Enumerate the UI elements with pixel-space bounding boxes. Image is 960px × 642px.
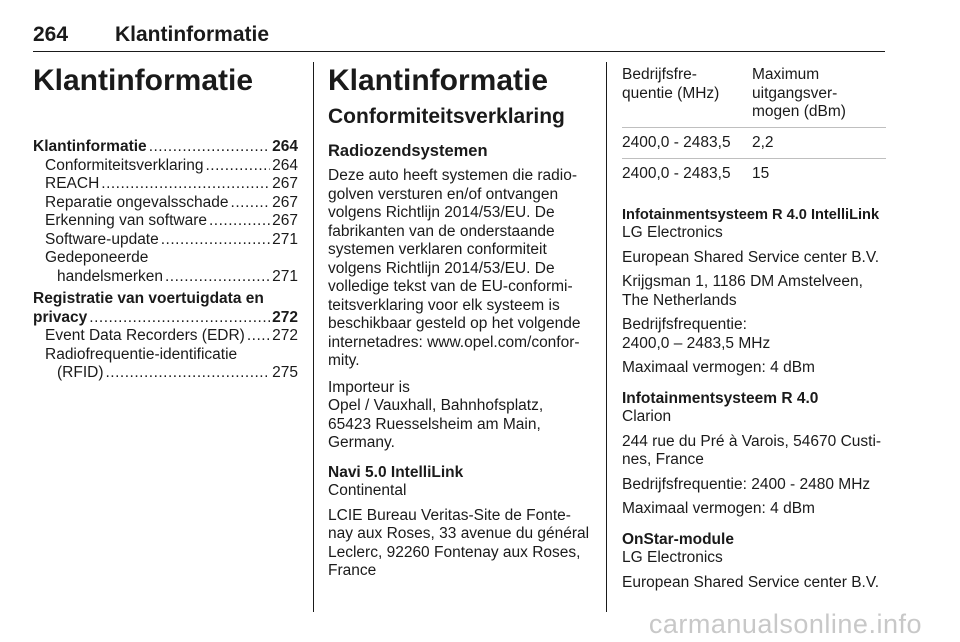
content-column-2: [328, 64, 591, 581]
column-header-frequency: Bedrijfsfre- quentie (MHz): [622, 66, 720, 102]
header-rule: [33, 51, 885, 52]
paragraph-importer: Importeur is Opel / Vauxhall, Bahnhofsplatz, 65423 Ruesselsheim am Main, Germany.: [328, 378, 544, 451]
toc-entry[interactable]: Registratie van voertuigdata en privacy ..... 272: [33, 290, 298, 327]
navi-manufacturer: Continental: [328, 482, 407, 499]
toc-heading: Klantinformatie: [33, 64, 254, 97]
toc-entry[interactable]: Klantinformatie ..... 264: [33, 138, 298, 157]
system-power: Maximaal vermogen: 4 dBm: [622, 500, 815, 517]
table-of-contents: [33, 138, 298, 383]
system-manufacturer: LG Electronics: [622, 549, 723, 566]
content-column-3: [622, 64, 886, 592]
toc-entry[interactable]: Radiofrequentie-identificatie (RFID) ..... 275: [33, 346, 298, 383]
system-address: European Shared Service center B.V.: [622, 573, 880, 591]
toc-entry[interactable]: REACH ..... 267: [33, 175, 298, 194]
table-row: 2400,0 - 2483,5 2,2: [622, 133, 774, 151]
column-divider-1: [313, 62, 314, 612]
system-frequency: Bedrijfsfrequentie: 2400 - 2480 MHz: [622, 475, 871, 493]
subsection-heading: Conformiteitsverklaring: [328, 105, 565, 128]
system-title: Infotainmentsysteem R 4.0 IntelliLink: [622, 206, 880, 223]
navi-address: LCIE Bureau Veritas-Site de Fonte- nay aux Roses, 33 avenue du général Leclerc, 92260 Fontenay aux Roses, France: [328, 506, 590, 579]
toc-entry[interactable]: Software-update ..... 271: [33, 231, 298, 250]
toc-entry[interactable]: Reparatie ongevalsschade ..... 267: [33, 194, 298, 213]
toc-entry[interactable]: Gedeponeerde handelsmerken ..... 271: [33, 249, 298, 286]
system-address: 244 rue du Pré à Varois, 54670 Custi- nes, France: [622, 432, 882, 468]
system-title: OnStar-module: [622, 530, 734, 548]
toc-entry[interactable]: Event Data Recorders (EDR) ..... 272: [33, 327, 298, 346]
column-divider-2: [606, 62, 607, 612]
system-power: Maximaal vermogen: 4 dBm: [622, 359, 815, 376]
page-header: [33, 23, 885, 51]
paragraph-intro: Deze auto heeft systemen die radio- golven versturen en/of ontvangen volgens Richtlijn 2014/53/EU. De fabrikanten van de onderstaande systemen verklaren conformiteit volgens Richtlijn 2014/53/EU. De volledige tekst van de EU-conformi- teitsverklaring voor elk systeem is beschikbaar gesteld op het volgende internetadres: www.opel.com/confor- mity.: [328, 167, 581, 369]
system-manufacturer: LG Electronics: [622, 224, 723, 241]
section-heading: Klantinformatie: [328, 64, 549, 97]
toc-entry[interactable]: Erkenning van software ..... 267: [33, 212, 298, 231]
navi-title: Navi 5.0 IntelliLink: [328, 463, 464, 481]
page-number: 264: [33, 23, 69, 46]
system-address: European Shared Service center B.V.: [622, 248, 880, 266]
system-manufacturer: Clarion: [622, 408, 672, 425]
spec-table-header: [622, 64, 886, 127]
topic-heading: Radiozendsystemen: [328, 142, 488, 160]
watermark: carmanualsonline.info: [648, 609, 922, 639]
spec-table: [622, 64, 886, 190]
toc-column: [33, 64, 298, 383]
toc-entry[interactable]: Conformiteitsverklaring ..... 264: [33, 157, 298, 176]
system-title: Infotainmentsysteem R 4.0: [622, 389, 819, 407]
table-row: 2400,0 - 2483,5 15: [622, 165, 770, 182]
column-header-power: Maximum uitgangsver- mogen (dBm): [752, 66, 846, 120]
page-header-title: Klantinformatie: [115, 23, 270, 46]
system-address: Krijgsman 1, 1186 DM Amstelveen, The Netherlands: [622, 273, 863, 309]
system-frequency: Bedrijfsfrequentie: 2400,0 – 2483,5 MHz: [622, 316, 771, 352]
